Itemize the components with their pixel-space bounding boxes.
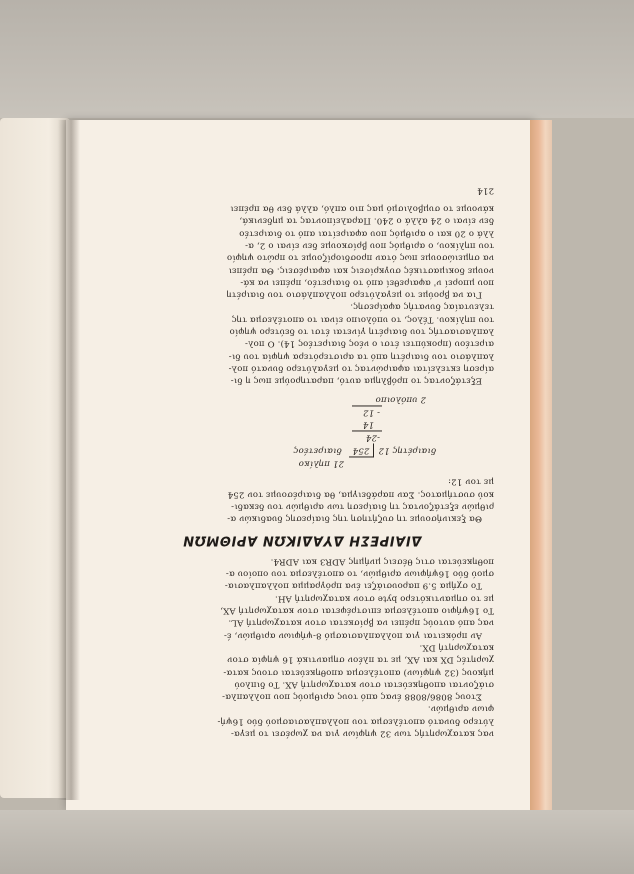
division-main-row	[110, 444, 436, 457]
text-line: ριθμών εξετάζοντας τη διαίρεση των αριθμών του δεκαδι-	[231, 501, 494, 512]
text-line: Αν πρόκειται για πολλαπλασιασμό 8-ψήφιων αριθμών, έ-	[223, 630, 482, 641]
text-line: λύτερο δυνατό αποτέλεσμα του πολλαπλασιασμού δύο 16ψή-	[217, 716, 494, 727]
text-line: με το σημαντικότερο byte στον καταχωρητή AH.	[274, 593, 494, 604]
text-line: Για να βρούμε το μεγαλύτερο πολλαπλάσιο του διαιρέτη	[226, 289, 482, 300]
dividend-label: διαιρετέος	[293, 445, 342, 456]
text-line: αίρεση εκτελείται αφαιρώντας το μεγαλύτερο δυνατό πολ-	[228, 363, 494, 374]
divisor: 12	[378, 445, 390, 456]
long-division-example	[110, 393, 436, 470]
text-line: φιων αριθμών.	[427, 703, 494, 714]
text-line: σμού δύο 16ψήφιων αριθμών, το αποτέλεσμα του οποίου α-	[225, 568, 494, 579]
text-line: λαπλασιαστής του διαιρέτη γίνεται έτσι το δεύτερο ψηφίο	[229, 326, 494, 337]
division-remainder: 2 υπόλοιπο	[375, 394, 426, 405]
text-line: του πηλίκου. Τέλος, το υπόλοιπο είναι το αποτέλεσμα της	[231, 314, 494, 325]
text-line: κού συστήματος. Σαν παράδειγμα, θα διαιρέσουμε τον 254	[227, 489, 494, 500]
section-heading: ΔΙΑΙΡΕΣΗ ΔΥΑΔΙΚΩΝ ΑΡΙΘΜΩΝ	[182, 532, 422, 548]
text-line: σιάζονται αποθηκεύεται στον καταχωρητή AX. Το διπλού	[234, 679, 494, 690]
text-line: κάνουμε το συμβολισμό μας πιο απλό, αλλά δεν θα πρέπει	[230, 203, 494, 214]
text-line: καταχωρητή DX.	[419, 642, 494, 653]
text-line: ποθηκεύεται στις θέσεις μνήμης ADR3 και ADR4.	[270, 556, 494, 567]
division-subtract-1: -24	[365, 432, 380, 443]
text-line: Το 16ψήφιο αποτέλεσμα επιστρέφεται στον καταχωρητή AX,	[220, 605, 494, 616]
printed-text-block	[110, 184, 494, 739]
background-bottom	[0, 810, 634, 874]
text-line: με τον 12:	[448, 476, 494, 487]
text-line: που μπορεί ν' αφαιρεθεί από το διαιρετέο, πρέπει να κά-	[240, 277, 494, 288]
text-line: Στους 8086/8088 ένας από τους αριθμούς που πολλαπλα-	[221, 691, 482, 702]
text-line: λλά ο 20 και ο αριθμός που αφαιρείται από το διαιρετέο	[239, 228, 494, 239]
text-line: δεν είναι ο 24 αλλά ο 240. Παραλείποντας τα μηδενικά,	[239, 215, 494, 226]
division-partial: 14	[362, 419, 374, 430]
text-line: Θα ξεκινήσουμε τη συζήτηση της διαίρεσης δυαδικών α-	[227, 513, 482, 524]
text-line: χωρητές DX και AX, με τα πλέον σημαντικά 16 ψηφία στον	[227, 654, 494, 665]
dividend: 254	[352, 445, 370, 456]
text-line: νας από αυτούς πρέπει να βρίσκεται στον καταχωρητή AL.	[228, 617, 494, 628]
division-subtract-2: - 12	[362, 407, 380, 418]
text-line: αιρετέου (προκύπτει έτσι ο νέος διαιρετέος 14). Ο πολ-	[244, 338, 494, 349]
text-line: τελευταίας δυνατής αφαίρεσης.	[350, 301, 494, 312]
text-line: μήκους (32 ψηφίων) αποτέλεσμα αποθηκεύεται στους κατα-	[223, 666, 494, 677]
text-line: να σημειώσουμε πως όταν προσδιορίζουμε το πρώτο ψηφίο	[226, 252, 494, 263]
page-number: 214	[477, 185, 494, 196]
text-line: Το σχήμα 5.9 παρουσιάζει ένα πρόγραμμα πολλαπλασια-	[224, 580, 482, 591]
division-quotient: 21 πηλίκο	[298, 458, 344, 469]
text-line: λαπλάσιο του διαιρέτη από τα αριστερότερα ψηφία του δι-	[228, 351, 494, 362]
divisor-label: διαιρέτης	[392, 445, 436, 456]
text-line: Εξετάζοντας το πρόβλημα αυτό, παρατηρούμε πως η δι-	[230, 375, 482, 386]
text-line: του πηλίκου, ο αριθμός που βρίσκουμε δεν είναι ο 2, α-	[244, 240, 494, 251]
text-line: νας καταχωρητής των 32 ψηφίων για να χωρέσει το μεγα-	[230, 728, 494, 739]
spine-shadow	[58, 120, 80, 800]
page-stack-edge	[530, 120, 552, 810]
text-line: νουμε δοκιμαστικές συγκρίσεις και αφαιρέσεις. Θα πρέπει	[228, 265, 494, 276]
background-top	[0, 0, 634, 118]
